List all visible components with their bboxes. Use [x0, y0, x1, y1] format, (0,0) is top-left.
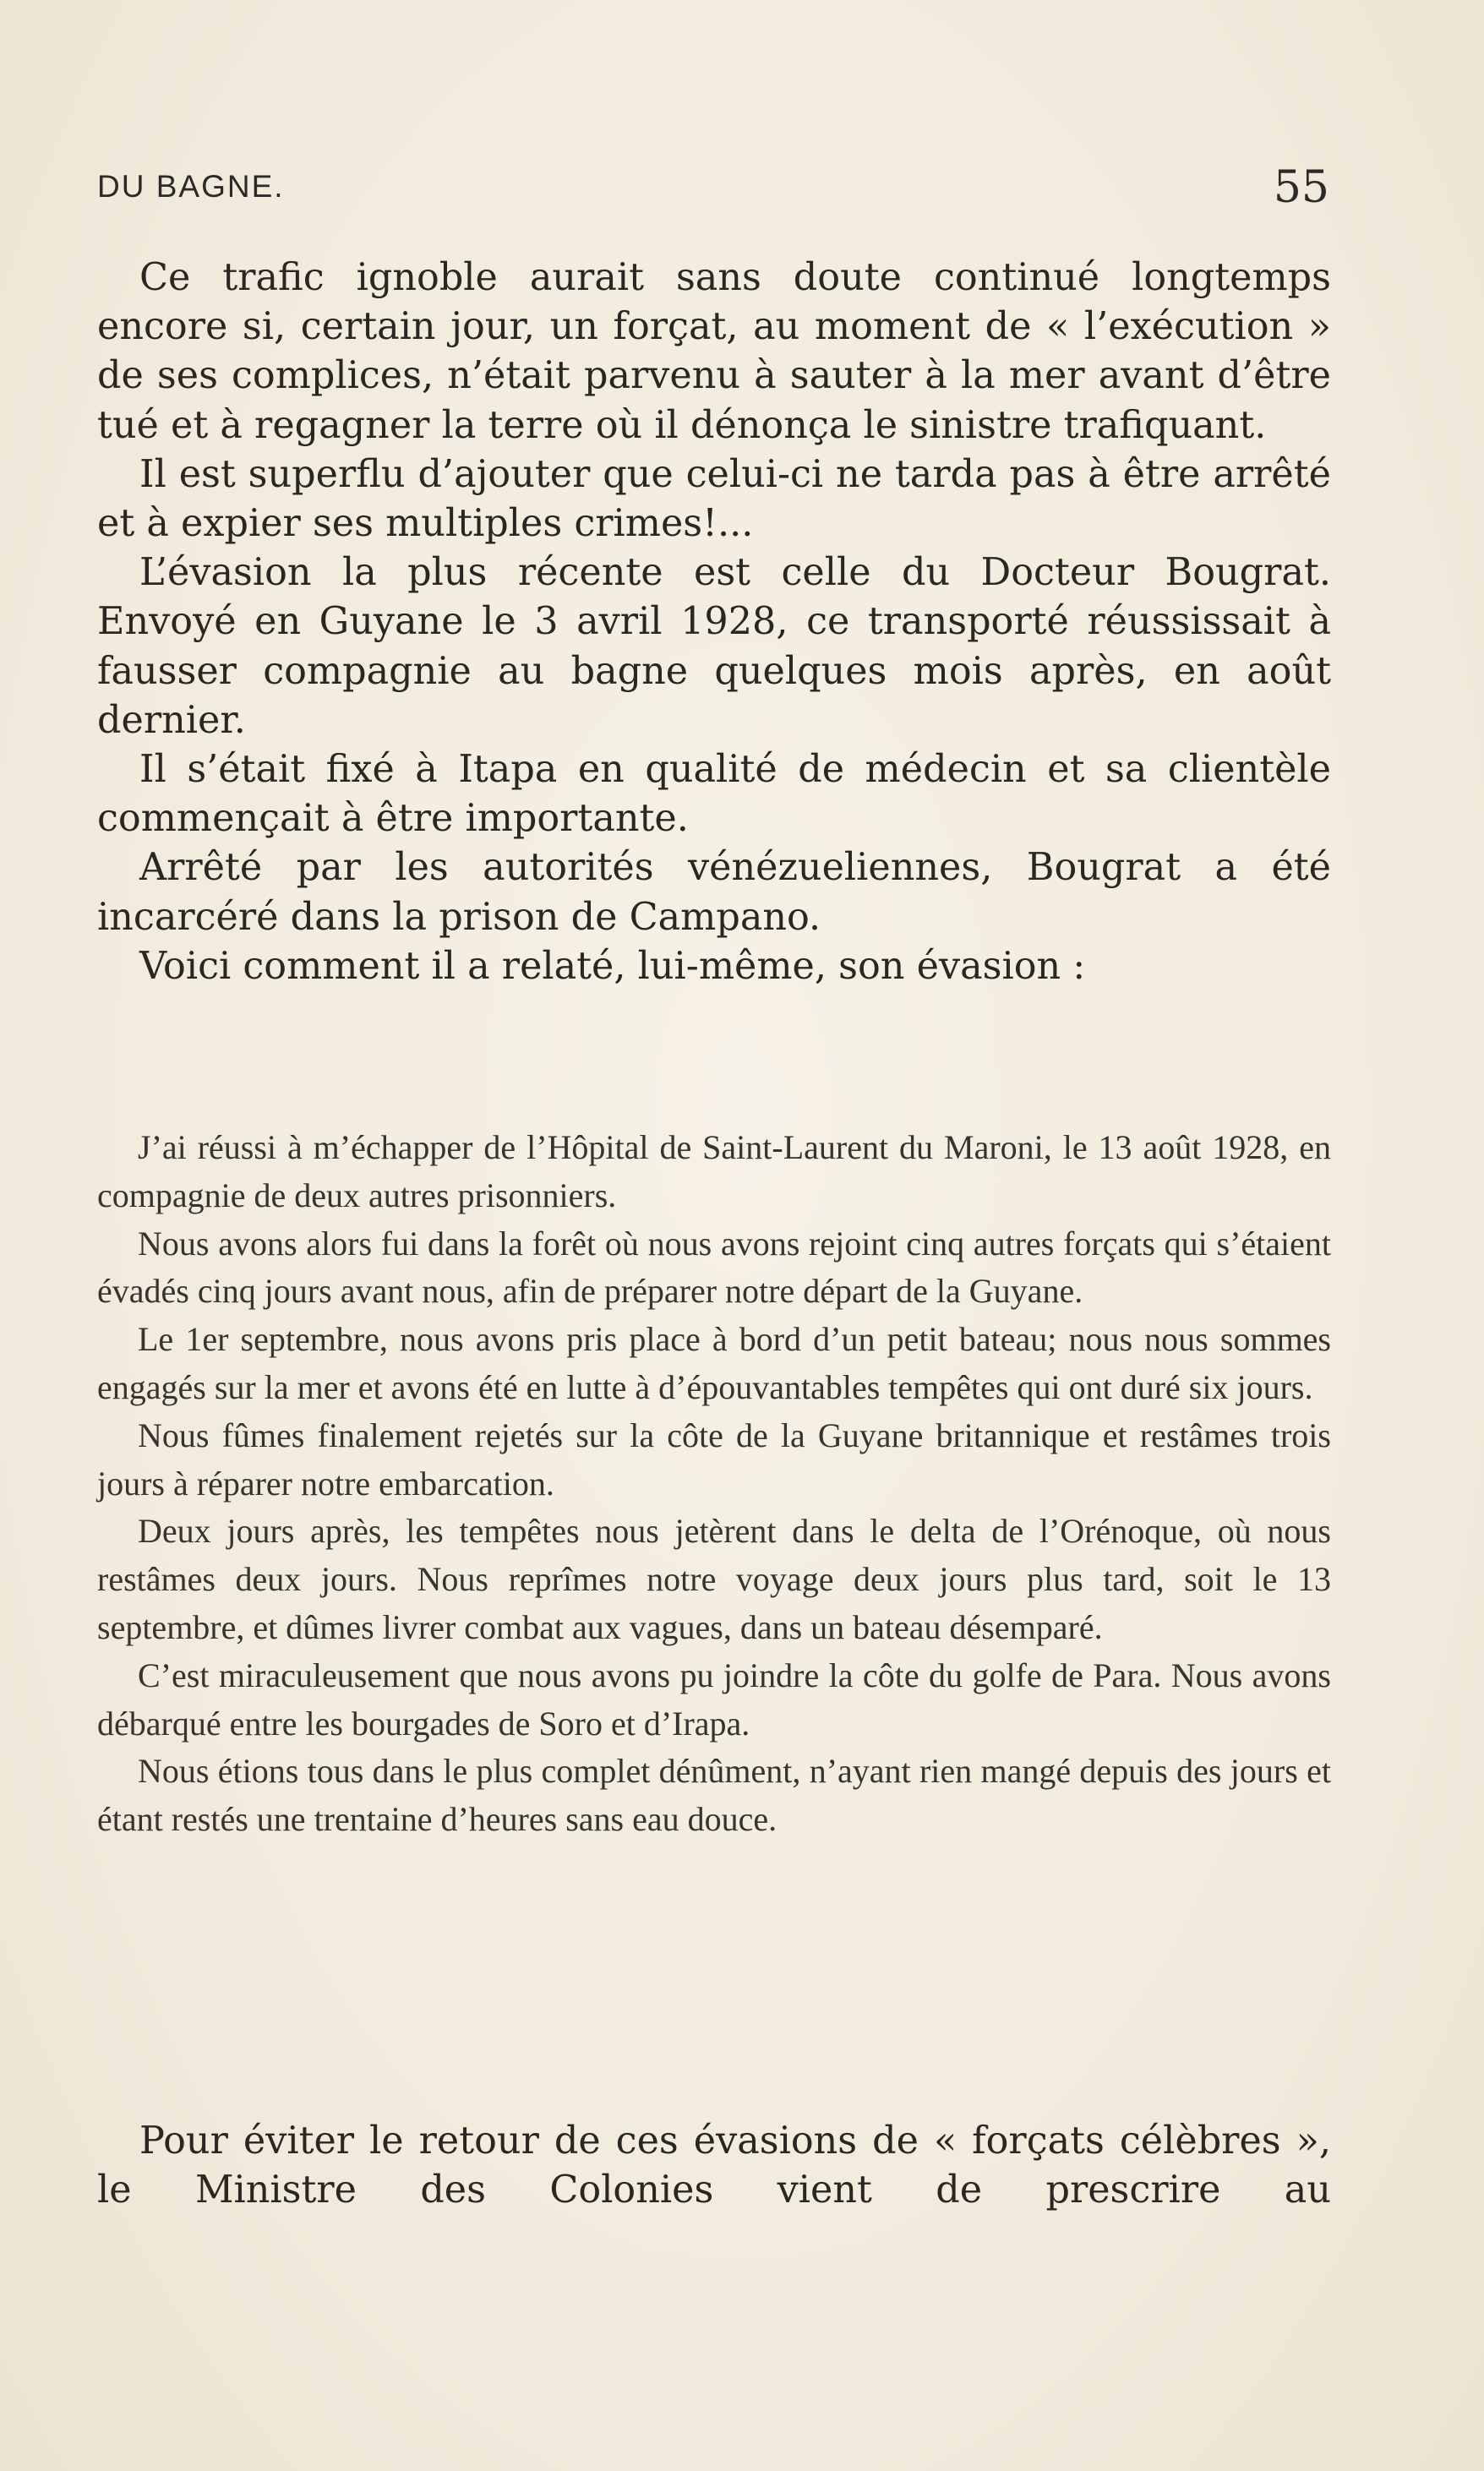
- running-title: DU BAGNE.: [97, 169, 285, 204]
- paragraph: L’évasion la plus récente est celle du Docteur Bougrat. Envoyé en Guyane le 3 avril 1928, ce transporté réussissait à fausser compagnie au bagne quelques mois après, en août dernier.: [97, 551, 1331, 742]
- paragraph: Arrêté par les autorités vénézueliennes, Bougrat a été incarcéré dans la prison de Campano.: [97, 846, 1331, 939]
- paragraph: Il s’était fixé à Itapa en qualité de médecin et sa clientèle commençait à être importante.: [97, 748, 1331, 841]
- paragraph: Ce trafic ignoble aurait sans doute continué longtemps encore si, certain jour, un forçat, au moment de « l’exécution » de ses complices, n’était parvenu à sauter à la mer avant d’être tué et à regagner la terre où il dénonça le sinistre trafiquant.: [97, 256, 1331, 447]
- quote-paragraph: J’ai réussi à m’échapper de l’Hôpital de Saint-Laurent du Maroni, le 13 août 1928, en compagnie de deux autres prisonniers.: [97, 1128, 1331, 1214]
- main-text: [97, 254, 1331, 991]
- quoted-account: [97, 1124, 1331, 1844]
- page-number: 55: [1273, 162, 1329, 213]
- paragraph: Voici comment il a relaté, lui-même, son évasion :: [139, 944, 1086, 988]
- quote-paragraph: C’est miraculeusement que nous avons pu joindre la côte du golfe de Para. Nous avons débarqué entre les bourgades de Soro et d’Irapa.: [97, 1656, 1331, 1743]
- quote-paragraph: Deux jours après, les tempêtes nous jetèrent dans le delta de l’Orénoque, où nous restâmes deux jours. Nous reprîmes notre voyage deux jours plus tard, soit le 13 septembre, et dûmes livrer combat aux vagues, dans un bateau désemparé.: [97, 1512, 1331, 1646]
- quote-paragraph: Nous étions tous dans le plus complet dénûment, n’ayant rien mangé depuis des jours et étant restés une trentaine d’heures sans eau douce.: [97, 1752, 1331, 1839]
- quote-paragraph: Nous fûmes finalement rejetés sur la côte de la Guyane britannique et restâmes trois jours à réparer notre embarcation.: [97, 1416, 1331, 1503]
- quote-paragraph: Nous avons alors fui dans la forêt où nous avons rejoint cinq autres forçats qui s’étaient évadés cinq jours avant nous, afin de préparer notre départ de la Guyane.: [97, 1224, 1331, 1311]
- running-header: [97, 162, 1329, 213]
- closing-paragraph: Pour éviter le retour de ces évasions de « forçats célèbres », le Ministre des Colonies vient de prescrire au: [97, 2119, 1331, 2212]
- quote-paragraph: Le 1er septembre, nous avons pris place à bord d’un petit bateau; nous nous sommes engagés sur la mer et avons été en lutte à d’épouvantables tempêtes qui ont duré six jours.: [97, 1320, 1331, 1406]
- closing-text: [97, 2117, 1331, 2215]
- paragraph: Il est superflu d’ajouter que celui-ci ne tarda pas à être arrêté et à expier ses multiples crimes!...: [97, 452, 1331, 546]
